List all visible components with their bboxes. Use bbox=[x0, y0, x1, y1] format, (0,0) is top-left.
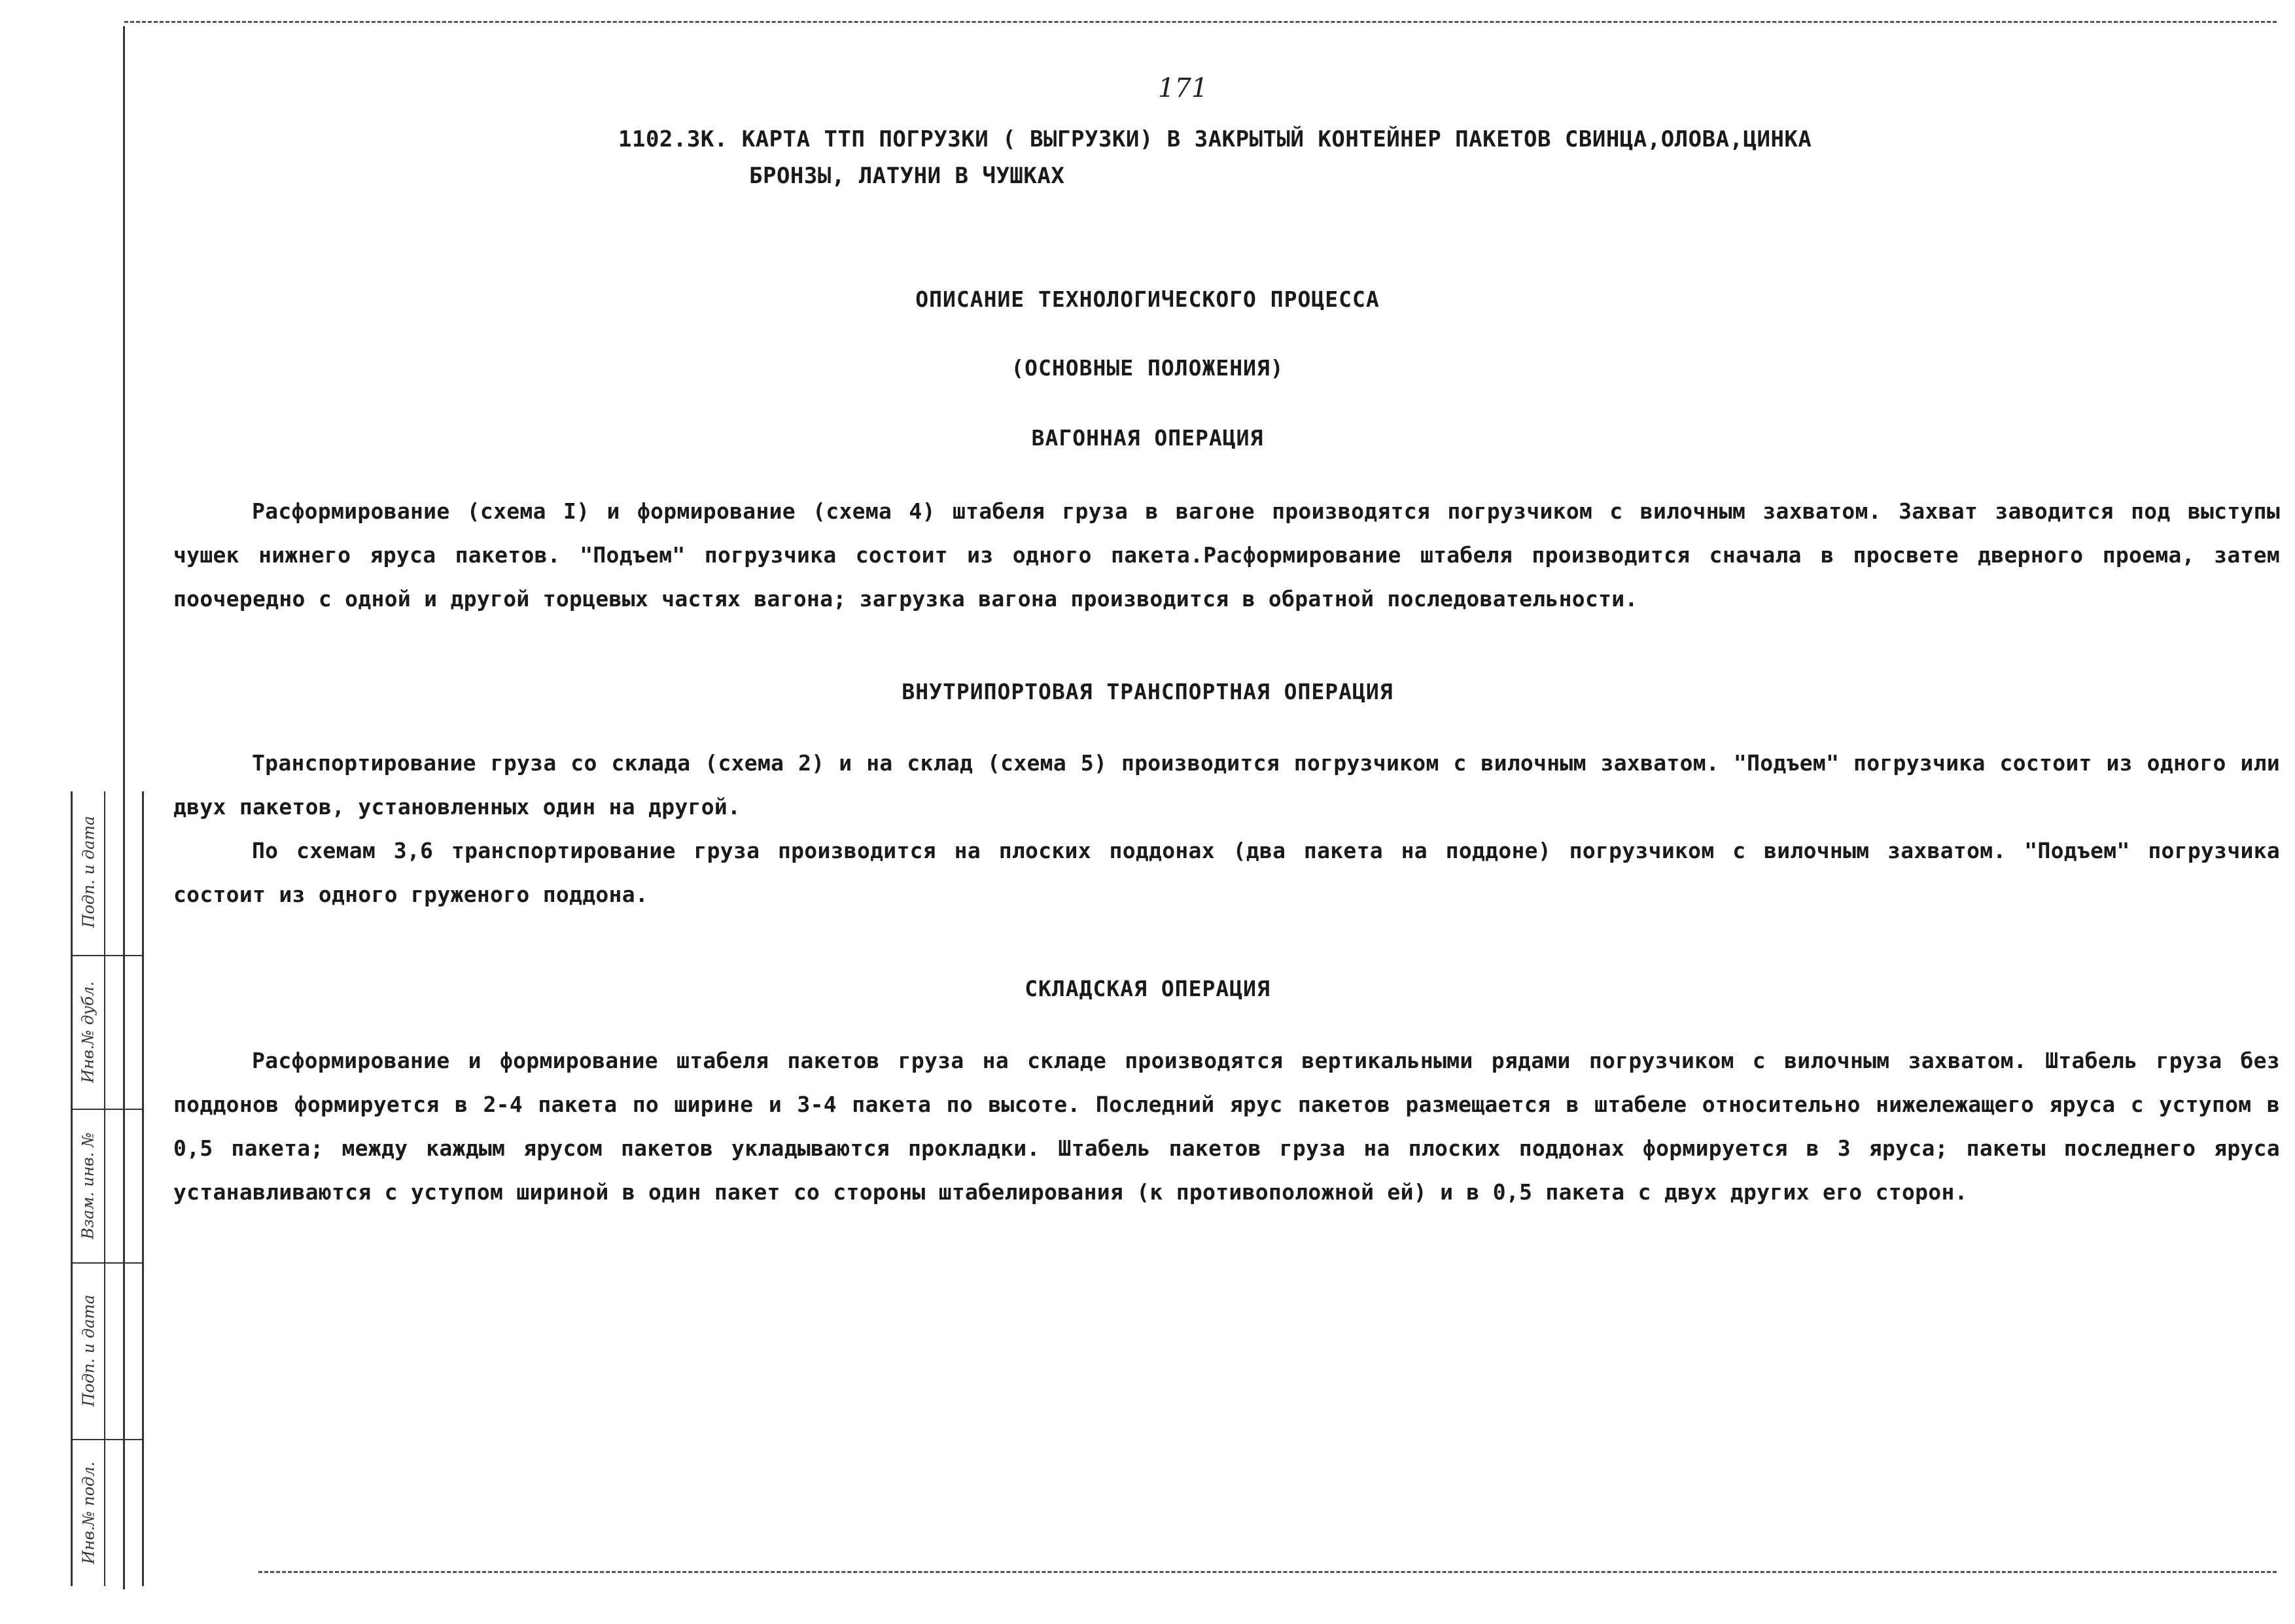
stamp-label: Инв.№ дубл. bbox=[79, 980, 97, 1083]
paragraph-text: Расформирование (схема I) и формирование (схема 4) штабеля груза в вагоне производятся погрузчиком с вилочным захватом. Захват заводится под выступы чушек нижнего яруса пакетов. "Подъем" погрузчика состоит из одного пакета.Расформирование штабеля производится сначала в просвете дверного проема, затем поочередно с одной и другой торцевых частях вагона; загрузка вагона производится в обратной последовательности. bbox=[173, 498, 2280, 612]
paragraph-warehouse bbox=[173, 1039, 2280, 1214]
frame-bottom-border bbox=[258, 1571, 2277, 1573]
heading-wagon-operation: ВАГОННАЯ ОПЕРАЦИЯ bbox=[1031, 425, 1264, 451]
document-title bbox=[618, 121, 1812, 194]
stamp-label: Подп. и дата bbox=[79, 1294, 98, 1407]
stamp-row-line bbox=[73, 1439, 142, 1440]
stamp-label: Взам. инв. № bbox=[79, 1132, 97, 1239]
side-stamp-block bbox=[71, 791, 144, 1586]
paragraph-text: Транспортирование груза со склада (схема 2) и на склад (схема 5) производится погрузчиком с вилочным захватом. "Подъем" погрузчика состоит из одного или двух пакетов, установленных один на другой. bbox=[173, 750, 2280, 820]
stamp-label: Подп. и дата bbox=[79, 816, 98, 927]
paragraph-text: Расформирование и формирование штабеля пакетов груза на складе производятся вертикальными рядами погрузчиком с вилочным захватом. Штабель груза без поддонов формируется в 2-4 пакета по ширине и 3-4 пакета по высоте. Последний ярус пакетов размещается в штабеле относительно нижележащего яруса с уступом в 0,5 пакета; между каждым ярусом пакетов укладываются прокладки. Штабель пакетов груза на плоских поддонах формируется в 3 яруса; пакеты последнего яруса устанавливаются с уступом шириной в один пакет со стороны штабелирования (к противоположной ей) и в 0,5 пакета с двух других его сторон. bbox=[173, 1048, 2280, 1205]
stamp-row-line bbox=[73, 1109, 142, 1110]
frame-top-border bbox=[124, 21, 2277, 23]
title-line-1: 1102.3К. КАРТА ТТП ПОГРУЗКИ ( ВЫГРУЗКИ) В ЗАКРЫТЫЙ КОНТЕЙНЕР ПАКЕТОВ СВИНЦА,ОЛОВА,ЦИНКА bbox=[618, 126, 1812, 152]
heading-warehouse-operation: СКЛАДСКАЯ ОПЕРАЦИЯ bbox=[1025, 976, 1270, 1001]
heading-basics: (ОСНОВНЫЕ ПОЛОЖЕНИЯ) bbox=[1011, 355, 1284, 381]
title-line-2: БРОНЗЫ, ЛАТУНИ В ЧУШКАХ bbox=[749, 163, 1065, 189]
stamp-row-line bbox=[73, 955, 142, 956]
paragraph-transport bbox=[173, 741, 2280, 916]
page-number: 171 bbox=[1158, 73, 1208, 103]
heading-description: ОПИСАНИЕ ТЕХНОЛОГИЧЕСКОГО ПРОЦЕССА bbox=[915, 286, 1380, 312]
paragraph-wagon bbox=[173, 489, 2280, 621]
stamp-divider bbox=[104, 791, 105, 1586]
heading-transport-operation: ВНУТРИПОРТОВАЯ ТРАНСПОРТНАЯ ОПЕРАЦИЯ bbox=[902, 679, 1393, 704]
paragraph-text: По схемам 3,6 транспортирование груза производится на плоских поддонах (два пакета на поддоне) погрузчиком с вилочным захватом. "Подъем" погрузчика состоит из одного груженого поддона. bbox=[173, 838, 2280, 907]
stamp-label: Инв.№ подл. bbox=[79, 1461, 98, 1564]
stamp-row-line bbox=[73, 1262, 142, 1264]
